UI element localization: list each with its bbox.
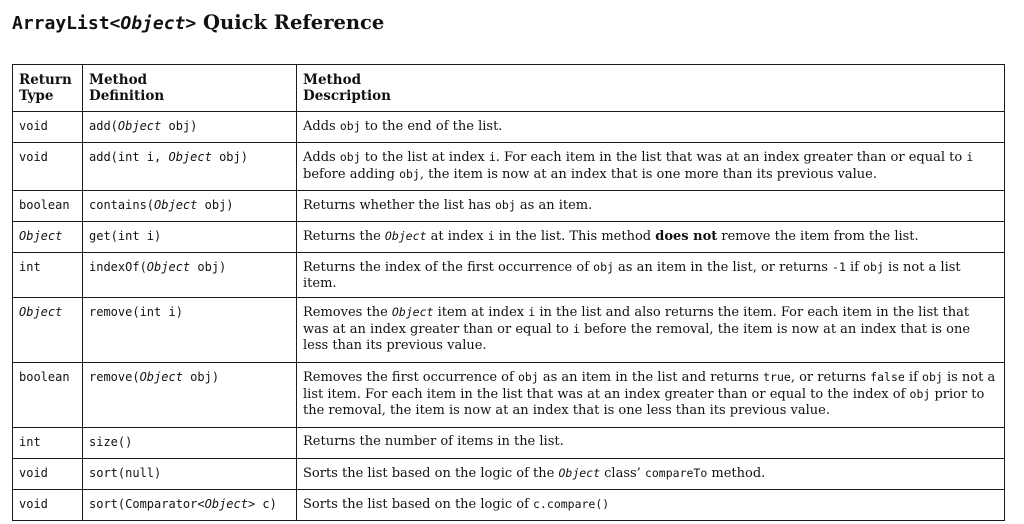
description-text: Returns whether the list has	[303, 198, 495, 213]
method-definition-cell	[83, 363, 297, 428]
return-type-cell: void	[13, 459, 83, 490]
method-description-cell	[297, 222, 1005, 253]
method-definition-prefix: add(	[89, 119, 118, 133]
description-text: as an item in the list and returns	[538, 370, 764, 385]
header-method-description-line2: Description	[303, 88, 391, 104]
method-description-cell	[297, 191, 1005, 222]
header-method-definition-line2: Definition	[89, 88, 165, 104]
method-description-cell	[297, 459, 1005, 490]
title-class-suffix: >	[185, 13, 197, 34]
title-text: Quick Reference	[196, 11, 385, 34]
description-text: Removes the	[303, 305, 392, 320]
header-return-type-line1: Return	[19, 72, 72, 88]
method-description-cell	[297, 363, 1005, 428]
method-definition-suffix: obj)	[190, 260, 227, 274]
method-definition-prefix: contains(	[89, 198, 155, 212]
return-type-cell: boolean	[13, 191, 83, 222]
description-text: in the list and also returns the item. For each item in the list that was at an index greater than or equal to	[303, 305, 970, 337]
code-term: obj	[399, 167, 420, 181]
method-definition-type: Object	[204, 497, 248, 511]
code-term: i	[528, 305, 536, 319]
description-text: prior to the removal, the item is now at an index that is one less than its previous value.	[303, 387, 985, 418]
return-type-cell: void	[13, 143, 83, 191]
method-definition-cell	[83, 112, 297, 143]
header-method-definition	[83, 65, 297, 112]
code-term: true	[763, 370, 791, 384]
return-type-cell: Object	[13, 222, 83, 253]
description-text: . For each item in the list that was at an index greater than or equal to	[495, 150, 967, 165]
table-row	[13, 112, 1005, 143]
method-definition-cell	[83, 191, 297, 222]
method-definition-suffix: > c)	[247, 497, 277, 511]
description-text: is not a list item.	[303, 260, 961, 291]
code-term: obj	[909, 387, 931, 401]
description-text: Removes the first occurrence of	[303, 370, 518, 385]
table-row	[13, 490, 1005, 521]
method-definition-type: Object	[168, 150, 212, 164]
description-text: if	[904, 370, 923, 385]
header-return-type	[13, 65, 83, 112]
description-text: if	[845, 260, 864, 275]
code-term: i	[966, 150, 974, 164]
code-term: compareTo	[644, 466, 708, 480]
method-definition-cell	[83, 222, 297, 253]
code-type-term: Object	[384, 229, 427, 243]
reference-table	[12, 64, 1005, 521]
method-definition-suffix: obj)	[161, 119, 198, 133]
code-term: false	[870, 370, 905, 384]
method-definition-type: Object	[146, 260, 191, 274]
method-definition-prefix: add(int i,	[89, 150, 169, 164]
page-title	[12, 9, 384, 38]
method-definition-suffix: obj)	[182, 370, 220, 384]
description-text: , or returns	[790, 370, 871, 385]
description-text: item at index	[433, 305, 529, 320]
description-text: as an item.	[515, 198, 593, 213]
method-definition-prefix: indexOf(	[89, 260, 147, 274]
description-text: Adds	[303, 119, 340, 134]
method-definition-cell	[83, 143, 297, 191]
method-definition-type: Object	[117, 119, 162, 133]
table-row	[13, 222, 1005, 253]
return-type-cell: void	[13, 490, 83, 521]
description-text: in the list. This method	[494, 229, 656, 244]
description-text: is not a list item. For each item in the list that was at an index greater than or equal to the index of	[303, 370, 996, 402]
description-text: to the end of the list.	[360, 119, 503, 134]
method-description-cell	[297, 143, 1005, 191]
code-term: i	[572, 322, 580, 336]
table-header-row	[13, 65, 1005, 112]
description-text: before the removal, the item is now at an index that is one less than its previous value.	[303, 322, 971, 353]
return-type-cell: void	[13, 112, 83, 143]
code-term: i	[487, 229, 495, 243]
code-term: obj	[922, 370, 943, 384]
title-class-prefix: ArrayList<	[12, 13, 121, 34]
description-text: before adding	[303, 167, 400, 182]
return-type-cell: Object	[13, 298, 83, 363]
description-text: class’	[600, 466, 645, 481]
method-definition-prefix: remove(int i)	[89, 305, 183, 319]
method-definition-prefix: sort(null)	[89, 466, 162, 480]
return-type-cell: boolean	[13, 363, 83, 428]
description-text: , the item is now at an index that is one more than its previous value.	[419, 167, 877, 182]
header-method-definition-line1: Method	[89, 72, 148, 88]
description-text: remove the item from the list.	[717, 229, 919, 244]
emphasis-text: does not	[655, 229, 718, 244]
table-row	[13, 428, 1005, 459]
method-definition-prefix: get(int i)	[89, 229, 162, 243]
method-definition-cell	[83, 459, 297, 490]
title-type-param: Object	[120, 13, 186, 34]
table-body	[13, 112, 1005, 521]
table-row	[13, 459, 1005, 490]
description-text: Returns the index of the first occurrence of	[303, 260, 594, 275]
method-definition-type: Object	[139, 370, 183, 384]
method-definition-suffix: obj)	[197, 198, 234, 212]
description-text: at index	[426, 229, 488, 244]
code-term: obj	[495, 198, 516, 212]
method-definition-prefix: sort(Comparator<	[89, 497, 205, 511]
code-term: -1	[832, 260, 846, 274]
method-description-cell	[297, 298, 1005, 363]
table-row	[13, 191, 1005, 222]
code-term: c.compare()	[533, 497, 610, 511]
description-text: Returns the number of items in the list.	[303, 434, 564, 449]
description-text: method.	[707, 466, 766, 481]
code-term: obj	[339, 150, 361, 164]
method-definition-type: Object	[154, 198, 198, 212]
return-type-cell: int	[13, 253, 83, 298]
description-text: Adds	[303, 150, 340, 165]
header-return-type-line2: Type	[19, 88, 54, 104]
code-term: obj	[339, 119, 361, 133]
description-text: as an item in the list, or returns	[613, 260, 833, 275]
method-description-cell	[297, 112, 1005, 143]
description-text: Sorts the list based on the logic of the	[303, 466, 559, 481]
code-term: obj	[593, 260, 614, 274]
method-definition-prefix: remove(	[89, 370, 140, 384]
code-term: i	[488, 150, 496, 164]
header-method-description	[297, 65, 1005, 112]
method-definition-prefix: size()	[89, 435, 133, 449]
description-text: to the list at index	[360, 150, 489, 165]
method-description-cell	[297, 490, 1005, 521]
description-text: Sorts the list based on the logic of	[303, 497, 534, 512]
method-definition-suffix: obj)	[211, 150, 248, 164]
method-definition-cell	[83, 298, 297, 363]
return-type-cell: int	[13, 428, 83, 459]
description-text: Returns the	[303, 229, 385, 244]
table-row	[13, 253, 1005, 298]
method-description-cell	[297, 253, 1005, 298]
code-type-term: Object	[558, 466, 601, 480]
method-definition-cell	[83, 253, 297, 298]
method-definition-cell	[83, 490, 297, 521]
method-definition-cell	[83, 428, 297, 459]
header-method-description-line1: Method	[303, 72, 362, 88]
code-term: obj	[863, 260, 884, 274]
table-row	[13, 143, 1005, 191]
table-row	[13, 363, 1005, 428]
method-description-cell	[297, 428, 1005, 459]
code-term: obj	[517, 370, 539, 384]
table-row	[13, 298, 1005, 363]
code-type-term: Object	[391, 305, 434, 319]
